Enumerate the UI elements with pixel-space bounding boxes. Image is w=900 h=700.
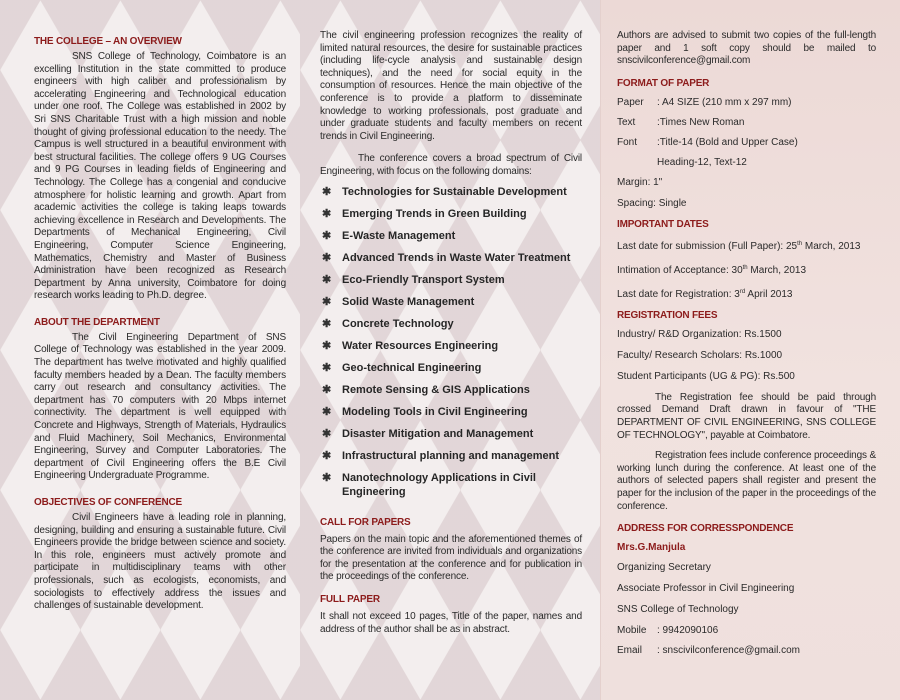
domain-item bbox=[320, 251, 582, 265]
fee-faculty: Faculty/ Research Scholars: Rs.1000 bbox=[617, 349, 783, 361]
overview-text: SNS College of Technology, Coimbatore is an excelling Institution in the state committed to produce engineers with high caliber and professionalism by accelerating Engineering and Technological education under one roof. The College was established in 2002 by Sri SNS Charitable Trust with a high mission and noble thought of giving professional education to the needy. The Campus is well structured in a beautiful environment with best structural facilities. The college offers 9 UG Courses and 9 PG Courses in leading fields of Engineering and Technology. The College has a congenial and conducive atmosphere for holistic learning and growth. Apart from academic activities the college is taking leaps towards achieving excellence in Research and Developments. The Departments of Mechanical Engineering, Civil Engineering, Computer Science Engineering, Mathematics, Chemistry and Master of Business Administration have been recognized as Research Department by Anna university, Coimbatore for doing research works leading to Ph.D. degree. bbox=[34, 51, 286, 302]
dates-heading: IMPORTANT DATES bbox=[617, 218, 709, 230]
format-heading: FORMAT OF PAPER bbox=[617, 77, 710, 89]
call-for-papers-heading: CALL FOR PAPERS bbox=[320, 516, 411, 528]
date-acceptance: Intimation of Acceptance: 30th March, 2013 bbox=[617, 264, 807, 276]
department-text: The Civil Engineering Department of SNS College of Technology was established in the year 2009. The department has twelve motivated and highly qualified faculty members headed by a Dean. The faculty members carry out research and consultancy activities. The department has 70 computers with 20 Mbps internet connectivity. The department is well equipped with Concrete and Highways, Strength of Materials, Hydraulics and Fluid Machinery, Soil Mechanics, Environmental Engineering, Survey and Computer Laboratories. The department of Civil Engineering offers the B.E Civil Engineering Undergraduate Programme. bbox=[34, 331, 286, 482]
mobile-label: Mobile bbox=[617, 625, 647, 637]
format-font-value-2: Heading-12, Text-12 bbox=[657, 156, 747, 168]
asterisk-bullet-icon: ✱ bbox=[322, 449, 332, 462]
domain-label: Modeling Tools in Civil Engineering bbox=[342, 405, 528, 418]
contact-email-row bbox=[617, 645, 876, 656]
email-value: : snscivilconference@gmail.com bbox=[657, 645, 800, 657]
domain-item bbox=[320, 383, 582, 397]
contact-role: Organizing Secretary bbox=[617, 562, 711, 574]
details-column bbox=[600, 0, 900, 700]
domain-label: E-Waste Management bbox=[342, 229, 456, 242]
department-heading: ABOUT THE DEPARTMENT bbox=[34, 316, 160, 328]
date-registration: Last date for Registration: 3rd April 2013 bbox=[617, 288, 793, 300]
domains-column bbox=[300, 0, 600, 700]
format-paper-value: : A4 SIZE (210 mm x 297 mm) bbox=[657, 96, 792, 108]
asterisk-bullet-icon: ✱ bbox=[322, 383, 332, 396]
domain-item bbox=[320, 405, 582, 419]
domain-item bbox=[320, 427, 582, 441]
asterisk-bullet-icon: ✱ bbox=[322, 229, 332, 242]
domain-label: Disaster Mitigation and Management bbox=[342, 427, 534, 440]
objectives-text: Civil Engineers have a leading role in planning, designing, building and ensuring a sustainable future. Civil Engineers provide the bridge between science and society. In this role, engineers must actively promote and participate in multidisciplinary teams with other professionals, such as ecologists, economists, and sociologists to effectively address the issues and challenges of sustainable development. bbox=[34, 512, 286, 612]
date-submission: Last date for submission (Full Paper): 25th March, 2013 bbox=[617, 240, 861, 252]
domain-item bbox=[320, 273, 582, 287]
domain-label: Solid Waste Management bbox=[342, 295, 475, 308]
asterisk-bullet-icon: ✱ bbox=[322, 185, 332, 198]
fee-industry: Industry/ R&D Organization: Rs.1500 bbox=[617, 328, 782, 340]
domain-item bbox=[320, 449, 582, 463]
contact-mobile-row bbox=[617, 625, 876, 636]
domain-list bbox=[320, 185, 582, 499]
asterisk-bullet-icon: ✱ bbox=[322, 317, 332, 330]
format-spacing: Spacing: Single bbox=[617, 197, 687, 209]
asterisk-bullet-icon: ✱ bbox=[322, 251, 332, 264]
domain-label: Emerging Trends in Green Building bbox=[342, 207, 527, 220]
address-heading: ADDRESS FOR CORRESSPONDENCE bbox=[617, 523, 794, 535]
submission-text: Authors are advised to submit two copies of the full-length paper and 1 soft copy should be mailed to snscivilconference@gmail.com bbox=[617, 30, 876, 67]
domain-label: Nanotechnology Applications in Civil Engineering bbox=[342, 471, 536, 498]
domain-item bbox=[320, 317, 582, 331]
full-paper-text: It shall not exceed 10 pages, Title of the paper, names and address of the author shall be as in abstract. bbox=[320, 610, 582, 635]
format-text-label: Text bbox=[617, 116, 636, 128]
format-paper-row bbox=[617, 97, 876, 108]
contact-name: Mrs.G.Manjula bbox=[617, 542, 686, 554]
domain-label: Concrete Technology bbox=[342, 317, 454, 330]
asterisk-bullet-icon: ✱ bbox=[322, 207, 332, 220]
domain-item bbox=[320, 229, 582, 243]
domain-item bbox=[320, 295, 582, 309]
full-paper-heading: FULL PAPER bbox=[320, 593, 380, 605]
mobile-value: : 9942090106 bbox=[657, 625, 719, 637]
domains-intro-text: The conference covers a broad spectrum of Civil Engineering, with focus on the following domains: bbox=[320, 153, 582, 177]
domain-label: Technologies for Sustainable Development bbox=[342, 185, 567, 198]
format-text-row bbox=[617, 117, 876, 128]
domain-label: Advanced Trends in Waste Water Treatment bbox=[342, 251, 571, 264]
domain-item bbox=[320, 207, 582, 221]
domain-label: Eco-Friendly Transport System bbox=[342, 273, 505, 286]
asterisk-bullet-icon: ✱ bbox=[322, 427, 332, 440]
fees-heading: REGISTRATION FEES bbox=[617, 309, 718, 321]
fees-include-text: Registration fees include conference proceedings & working lunch during the conference. At least one of the authors of selected papers shall register and present the paper for the inclusion of the paper in the proceedings of the conference. bbox=[617, 450, 876, 512]
intro-text: The civil engineering profession recognizes the reality of limited natural resources, the desire for sustainable practices (including life-cycle analysis and sustainable design techniques), and the need for social equity in the consumption of resources. Hence the main objective of the conference is to provide a platform to disseminate knowledge to working professionals, post graduate and under graduate students and faculty members on recent trends in Civil Engineering. bbox=[320, 30, 582, 142]
domain-item bbox=[320, 339, 582, 353]
call-for-papers-text: Papers on the main topic and the aforementioned themes of the conference are invited from individuals and organizations for the presentation at the conference and for publication in the proceedings of the conference. bbox=[320, 533, 582, 583]
overview-column bbox=[0, 0, 300, 700]
fee-students: Student Participants (UG & PG): Rs.500 bbox=[617, 370, 795, 382]
format-font-row-2 bbox=[617, 157, 876, 168]
asterisk-bullet-icon: ✱ bbox=[322, 339, 332, 352]
domain-label: Geo-technical Engineering bbox=[342, 361, 482, 374]
demand-draft-text: The Registration fee should be paid through crossed Demand Draft drawn in favour of "THE DEPARTMENT OF CIVIL ENGINEERING, SNS COLLEGE OF TECHNOLOGY", payable at Coimbatore. bbox=[617, 391, 876, 441]
format-paper-label: Paper bbox=[617, 96, 644, 108]
contact-designation: Associate Professor in Civil Engineering bbox=[617, 583, 795, 595]
domain-label: Remote Sensing & GIS Applications bbox=[342, 383, 530, 396]
format-margin: Margin: 1" bbox=[617, 176, 663, 188]
domain-item bbox=[320, 471, 582, 499]
format-font-label: Font bbox=[617, 136, 638, 148]
asterisk-bullet-icon: ✱ bbox=[322, 295, 332, 308]
asterisk-bullet-icon: ✱ bbox=[322, 273, 332, 286]
domain-label: Infrastructural planning and management bbox=[342, 449, 559, 462]
asterisk-bullet-icon: ✱ bbox=[322, 405, 332, 418]
domain-item bbox=[320, 185, 582, 199]
domain-item bbox=[320, 361, 582, 375]
format-font-value: :Title-14 (Bold and Upper Case) bbox=[657, 136, 798, 148]
contact-organization: SNS College of Technology bbox=[617, 604, 739, 616]
objectives-heading: OBJECTIVES OF CONFERENCE bbox=[34, 497, 182, 508]
asterisk-bullet-icon: ✱ bbox=[322, 361, 332, 374]
format-font-row bbox=[617, 137, 876, 148]
domain-label: Water Resources Engineering bbox=[342, 339, 499, 352]
email-label: Email bbox=[617, 645, 643, 657]
format-text-value: :Times New Roman bbox=[657, 116, 745, 128]
asterisk-bullet-icon: ✱ bbox=[322, 471, 332, 484]
overview-heading: THE COLLEGE – AN OVERVIEW bbox=[34, 36, 182, 47]
